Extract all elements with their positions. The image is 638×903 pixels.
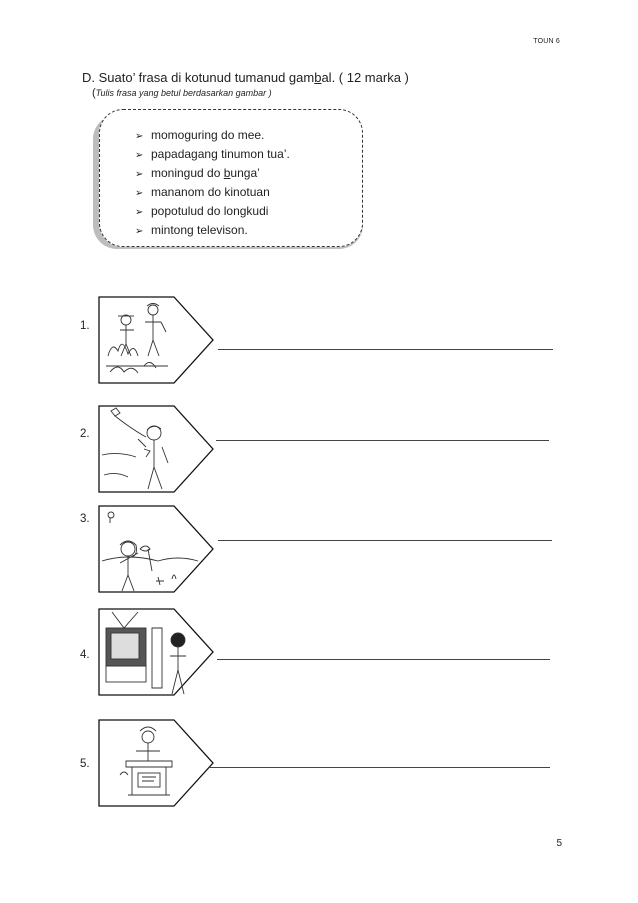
section-title [82,70,409,85]
answer-line-2[interactable] [216,440,549,441]
phrase-text: momoguring do mee. [151,128,265,142]
phrase-text: popotulud do longkudi [151,204,269,218]
picture-frame-5 [98,719,214,807]
section-title-part-2: al. ( 12 marka ) [321,70,409,85]
instruction-text: Tulis frasa yang betul berdasarkan gambar ) [95,88,272,98]
picture-frame-3 [98,505,214,593]
answer-line-4[interactable] [217,659,550,660]
phrase-item [135,126,290,145]
item-number: 2. [80,428,90,440]
section-title-part-1: D. Suato’ frasa di kotunud tumanud gam [82,70,315,85]
phrase-text-underlined: b [223,166,231,180]
phrase-item [135,164,290,183]
phrase-item [135,183,290,202]
phrase-text: papadagang tinumon tua’. [151,147,290,161]
phrase-item [135,202,290,221]
boy-flying-kite-picture [98,405,214,493]
phrase-item [135,145,290,164]
phrase-text-pre: moningud do [151,166,224,180]
instruction-paren: ( [92,87,96,99]
vendor-at-stall-picture [98,719,214,807]
phrase-list [135,126,290,240]
item-number: 5. [80,758,90,770]
farmers-in-garden-picture [98,296,214,384]
header-label: TOUN 6 [533,38,560,45]
picture-frame-1 [98,296,214,384]
phrase-text-post: unga’ [230,166,260,180]
instruction [92,87,272,99]
item-number: 4. [80,649,90,661]
picture-frame-2 [98,405,214,493]
item-number: 3. [80,513,90,525]
answer-line-3[interactable] [218,540,552,541]
picture-frame-4 [98,608,214,696]
arrow-bullet-icon: ➢ [135,226,144,237]
arrow-bullet-icon: ➢ [135,150,144,161]
boy-watching-television-picture [98,608,214,696]
phrase-text: mananom do kinotuan [151,185,270,199]
item-number: 1. [80,320,90,332]
answer-line-1[interactable] [218,349,553,350]
phrase-text: mintong televison. [151,223,248,237]
page-number: 5 [556,838,562,849]
arrow-bullet-icon: ➢ [135,169,144,180]
section-title-underlined-letter: b [314,70,322,85]
phrase-item [135,221,290,240]
arrow-bullet-icon: ➢ [135,207,144,218]
arrow-bullet-icon: ➢ [135,131,144,142]
girl-smelling-flowers-picture [98,505,214,593]
answer-line-5[interactable] [210,767,550,768]
arrow-bullet-icon: ➢ [135,188,144,199]
